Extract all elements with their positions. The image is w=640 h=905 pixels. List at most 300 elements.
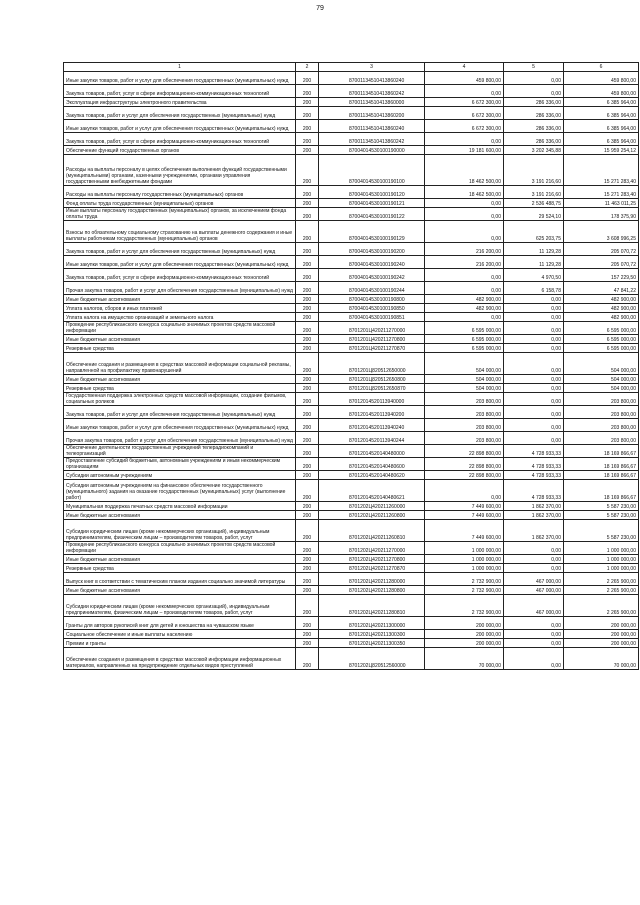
table-row [64, 480, 639, 502]
row-plan: 7 449 600,00 [425, 511, 504, 520]
table-row [64, 208, 639, 221]
row-total: 6 385 964,00 [564, 133, 639, 146]
table-row [64, 573, 639, 586]
row-grbs: 200 [296, 353, 319, 375]
row-grbs: 200 [296, 133, 319, 146]
table-row [64, 384, 639, 393]
row-grbs: 200 [296, 639, 319, 648]
row-grbs: 200 [296, 573, 319, 586]
row-total: 205 070,72 [564, 243, 639, 256]
row-name: Субсидии автономным учреждениям [64, 471, 296, 480]
row-grbs: 200 [296, 72, 319, 85]
row-name: Иные закупки товаров, работ и услуг для обеспечения государственных (муниципальных) нужд [64, 256, 296, 269]
row-code: 8701201Ц820512650870 [319, 384, 425, 393]
row-change: 0,00 [504, 384, 564, 393]
table-row [64, 393, 639, 406]
row-total: 504 000,00 [564, 375, 639, 384]
table-row [64, 639, 639, 648]
table-row [64, 502, 639, 511]
row-name: Обеспечение создания и размещения в средствах массовой информации информационных материалов, направленных на предупреждение отдельных видов преступлений [64, 648, 296, 670]
row-plan: 6 595 000,00 [425, 335, 504, 344]
row-grbs: 200 [296, 199, 319, 208]
header-cell-1: 1 [64, 63, 296, 72]
row-change: 0,00 [504, 295, 564, 304]
row-code: 87012014520140480620 [319, 471, 425, 480]
row-plan: 203 800,00 [425, 406, 504, 419]
row-grbs: 200 [296, 98, 319, 107]
header-cell-6: 6 [564, 63, 639, 72]
row-code: 8701202Ц420211260000 [319, 502, 425, 511]
row-code: 8701201Ц820512650000 [319, 353, 425, 375]
row-plan: 482 900,00 [425, 295, 504, 304]
table-row [64, 221, 639, 243]
row-name: Закупка товаров, работ, услуг в сфере информационно-коммуникационных технологий [64, 133, 296, 146]
row-plan: 6 672 300,00 [425, 98, 504, 107]
row-change: 0,00 [504, 564, 564, 573]
row-grbs: 200 [296, 406, 319, 419]
row-grbs: 200 [296, 221, 319, 243]
row-change: 11 129,28 [504, 243, 564, 256]
row-change: 2 536 488,75 [504, 199, 564, 208]
row-total: 482 900,00 [564, 295, 639, 304]
row-name: Премии и гранты [64, 639, 296, 648]
row-name: Эксплуатация инфраструктуры электронного правительства [64, 98, 296, 107]
row-change: 0,00 [504, 353, 564, 375]
row-code: 87001134510413860242 [319, 85, 425, 98]
row-plan: 504 000,00 [425, 375, 504, 384]
row-total: 203 800,00 [564, 406, 639, 419]
row-plan: 482 900,00 [425, 304, 504, 313]
table-row [64, 406, 639, 419]
row-code: 87012014520113940000 [319, 393, 425, 406]
table-row [64, 85, 639, 98]
row-plan: 0,00 [425, 199, 504, 208]
row-plan: 0,00 [425, 282, 504, 295]
row-total: 178 375,90 [564, 208, 639, 221]
row-name: Прочая закупка товаров, работ и услуг для обеспечения государственных (муниципальных) нужд [64, 432, 296, 445]
row-code: 87004014530100190242 [319, 269, 425, 282]
row-code: 8701202Ц420211270000 [319, 542, 425, 555]
row-name: Уплата налогов, сборов и иных платежей [64, 304, 296, 313]
row-total: 70 000,00 [564, 648, 639, 670]
row-code: 8701202Ц420211280000 [319, 573, 425, 586]
row-grbs: 200 [296, 155, 319, 186]
row-plan: 70 000,00 [425, 648, 504, 670]
row-plan: 504 000,00 [425, 384, 504, 393]
row-code: 87012014520140480621 [319, 480, 425, 502]
row-name: Субсидии юридическим лицам (кроме некоммерческих организаций), индивидуальным предпринимателям, физическим лицам – производителям товаров, работ, услуг [64, 520, 296, 542]
row-code: 8701201Ц420211270800 [319, 335, 425, 344]
row-total: 482 900,00 [564, 304, 639, 313]
row-total: 3 608 996,25 [564, 221, 639, 243]
row-name: Обеспечение функций государственных органов [64, 146, 296, 155]
row-name: Уплата налога на имущество организаций и земельного налога [64, 313, 296, 322]
row-plan: 18 462 500,00 [425, 155, 504, 186]
row-code: 87012014520140480000 [319, 445, 425, 458]
row-grbs: 200 [296, 458, 319, 471]
row-change: 3 202 345,88 [504, 146, 564, 155]
row-change: 4 970,50 [504, 269, 564, 282]
row-total: 1 000 000,00 [564, 564, 639, 573]
row-name: Закупка товаров, работ, услуг в сфере информационно-коммуникационных технологий [64, 85, 296, 98]
row-plan: 19 181 600,00 [425, 146, 504, 155]
row-name: Гранты для авторов рукописей книг для детей и юношества на чувашском языке [64, 617, 296, 630]
row-plan: 200 000,00 [425, 639, 504, 648]
table-row [64, 98, 639, 107]
row-name: Иные бюджетные ассигнования [64, 511, 296, 520]
row-plan: 0,00 [425, 269, 504, 282]
row-code: 87001134510413860000 [319, 98, 425, 107]
row-change: 1 862 370,00 [504, 520, 564, 542]
row-code: 8701201Ц420211270870 [319, 344, 425, 353]
table-row [64, 146, 639, 155]
table-row [64, 313, 639, 322]
row-change: 0,00 [504, 322, 564, 335]
table-row [64, 120, 639, 133]
row-total: 18 169 866,67 [564, 471, 639, 480]
row-total: 205 070,72 [564, 256, 639, 269]
row-change: 0,00 [504, 648, 564, 670]
row-change: 4 728 933,33 [504, 471, 564, 480]
row-total: 5 587 230,00 [564, 520, 639, 542]
table-row [64, 375, 639, 384]
row-grbs: 200 [296, 295, 319, 304]
row-change: 4 728 933,33 [504, 458, 564, 471]
row-name: Закупка товаров, работ и услуг для обеспечения государственных (муниципальных) нужд [64, 107, 296, 120]
row-code: 8701201Ц820512650800 [319, 375, 425, 384]
table-header-row [64, 63, 639, 72]
table-row [64, 335, 639, 344]
row-total: 18 169 866,67 [564, 458, 639, 471]
row-total: 15 271 283,40 [564, 186, 639, 199]
row-total: 1 000 000,00 [564, 555, 639, 564]
row-code: 8701202Ц420211270800 [319, 555, 425, 564]
table-row [64, 511, 639, 520]
row-plan: 1 000 000,00 [425, 542, 504, 555]
row-code: 8701202Ц420211300350 [319, 639, 425, 648]
row-code: 8701202Ц420211300300 [319, 630, 425, 639]
row-code: 87012014520113940200 [319, 406, 425, 419]
row-name: Иные бюджетные ассигнования [64, 335, 296, 344]
row-change: 11 129,28 [504, 256, 564, 269]
row-change: 625 203,75 [504, 221, 564, 243]
row-name: Субсидии автономным учреждениям на финансовое обеспечение государственного (муниципального) задания на оказание государственных (муниципальных) услуг (выполнение работ) [64, 480, 296, 502]
row-name: Резервные средства [64, 564, 296, 573]
row-code: 87004014530100190200 [319, 243, 425, 256]
row-plan: 2 732 900,00 [425, 586, 504, 595]
row-grbs: 200 [296, 502, 319, 511]
table-row [64, 186, 639, 199]
row-plan: 22 898 800,00 [425, 445, 504, 458]
row-change: 4 728 933,33 [504, 480, 564, 502]
row-plan: 216 200,00 [425, 256, 504, 269]
row-total: 504 000,00 [564, 353, 639, 375]
row-code: 8701202Ц420211300000 [319, 617, 425, 630]
row-name: Иные закупки товаров, работ и услуг для обеспечения государственных (муниципальных) нужд [64, 120, 296, 133]
row-plan: 0,00 [425, 85, 504, 98]
row-total: 18 169 866,67 [564, 480, 639, 502]
table-row [64, 344, 639, 353]
table-row [64, 471, 639, 480]
row-name: Иные бюджетные ассигнования [64, 375, 296, 384]
table-row [64, 617, 639, 630]
table-row [64, 295, 639, 304]
row-change: 0,00 [504, 304, 564, 313]
row-grbs: 200 [296, 344, 319, 353]
table-row [64, 304, 639, 313]
row-code: 87001134510413860240 [319, 72, 425, 85]
row-grbs: 200 [296, 322, 319, 335]
row-change: 0,00 [504, 344, 564, 353]
row-total: 459 800,00 [564, 72, 639, 85]
row-name: Проведение республиканского конкурса социально значимых проектов средств массовой информации [64, 322, 296, 335]
row-grbs: 200 [296, 120, 319, 133]
row-code: 87004014530100190129 [319, 221, 425, 243]
table-row [64, 432, 639, 445]
row-plan: 18 462 500,00 [425, 186, 504, 199]
row-code: 87004014530100190240 [319, 256, 425, 269]
row-plan: 6 672 300,00 [425, 107, 504, 120]
table-row [64, 520, 639, 542]
row-name: Обеспечение создания и размещения в средствах массовой информации социальной рекламы, направленной на профилактику правонарушений [64, 353, 296, 375]
table-row [64, 586, 639, 595]
row-total: 482 900,00 [564, 313, 639, 322]
row-total: 18 169 866,67 [564, 445, 639, 458]
row-total: 11 463 011,25 [564, 199, 639, 208]
table-row [64, 419, 639, 432]
row-total: 504 000,00 [564, 384, 639, 393]
row-code: 87004014530100190800 [319, 295, 425, 304]
row-change: 29 524,10 [504, 208, 564, 221]
row-code: 8701202Ц420211260810 [319, 520, 425, 542]
row-grbs: 200 [296, 208, 319, 221]
table-row [64, 155, 639, 186]
row-total: 200 000,00 [564, 639, 639, 648]
row-change: 3 191 216,60 [504, 186, 564, 199]
row-name: Проведение республиканского конкурса социально значимых проектов средств массовой информации [64, 542, 296, 555]
row-name: Закупка товаров, работ и услуг для обеспечения государственных (муниципальных) нужд [64, 406, 296, 419]
row-total: 200 000,00 [564, 630, 639, 639]
row-name: Муниципальная поддержка печатных средств массовой информации [64, 502, 296, 511]
table-row [64, 458, 639, 471]
row-name: Иные бюджетные ассигнования [64, 555, 296, 564]
row-name: Иные закупки товаров, работ и услуг для обеспечения государственных (муниципальных) нужд [64, 72, 296, 85]
row-name: Закупка товаров, работ и услуг для обеспечения государственных (муниципальных) нужд [64, 243, 296, 256]
table-row [64, 72, 639, 85]
row-change: 0,00 [504, 393, 564, 406]
header-cell-3: 3 [319, 63, 425, 72]
row-total: 203 800,00 [564, 419, 639, 432]
table-row [64, 542, 639, 555]
row-total: 2 265 900,00 [564, 595, 639, 617]
row-grbs: 200 [296, 269, 319, 282]
row-grbs: 200 [296, 304, 319, 313]
row-change: 286 336,00 [504, 133, 564, 146]
row-change: 4 728 933,33 [504, 445, 564, 458]
row-code: 87012014520140480600 [319, 458, 425, 471]
row-name: Обеспечение деятельности государственных учреждений телерадиокомпаний и телеорганизаций [64, 445, 296, 458]
row-total: 6 385 964,00 [564, 98, 639, 107]
row-plan: 0,00 [425, 313, 504, 322]
row-grbs: 200 [296, 186, 319, 199]
row-code: 87012014520113940244 [319, 432, 425, 445]
row-change: 0,00 [504, 639, 564, 648]
row-total: 203 800,00 [564, 432, 639, 445]
row-change: 0,00 [504, 432, 564, 445]
row-plan: 200 000,00 [425, 630, 504, 639]
header-cell-5: 5 [504, 63, 564, 72]
table-row [64, 555, 639, 564]
row-grbs: 200 [296, 313, 319, 322]
row-change: 0,00 [504, 419, 564, 432]
row-grbs: 200 [296, 586, 319, 595]
row-name: Иные бюджетные ассигнования [64, 586, 296, 595]
row-grbs: 200 [296, 107, 319, 120]
row-change: 0,00 [504, 72, 564, 85]
row-plan: 1 000 000,00 [425, 564, 504, 573]
row-total: 15 271 283,40 [564, 155, 639, 186]
row-name: Фонд оплаты труда государственных (муниципальных) органов [64, 199, 296, 208]
row-plan: 0,00 [425, 208, 504, 221]
row-plan: 6 595 000,00 [425, 322, 504, 335]
row-name: Расходы на выплаты персоналу государственных (муниципальных) органов [64, 186, 296, 199]
table-row [64, 595, 639, 617]
row-grbs: 200 [296, 243, 319, 256]
row-plan: 2 732 900,00 [425, 595, 504, 617]
row-grbs: 200 [296, 480, 319, 502]
row-name: Предоставление субсидий бюджетным, автономным учреждениям и иным некоммерческим организациям [64, 458, 296, 471]
row-grbs: 200 [296, 282, 319, 295]
row-grbs: 200 [296, 542, 319, 555]
budget-table [63, 62, 639, 670]
table-row [64, 243, 639, 256]
header-cell-2: 2 [296, 63, 319, 72]
row-plan: 200 000,00 [425, 617, 504, 630]
row-code: 87004014530100190121 [319, 199, 425, 208]
row-code: 87004014530100190850 [319, 304, 425, 313]
row-grbs: 200 [296, 471, 319, 480]
row-total: 1 000 000,00 [564, 542, 639, 555]
row-change: 0,00 [504, 555, 564, 564]
row-change: 286 336,00 [504, 107, 564, 120]
row-name: Резервные средства [64, 384, 296, 393]
row-change: 0,00 [504, 630, 564, 639]
row-change: 0,00 [504, 335, 564, 344]
page-number: 79 [316, 5, 324, 12]
row-name: Иные бюджетные ассигнования [64, 295, 296, 304]
row-name: Иные закупки товаров, работ и услуг для обеспечения государственных (муниципальных) нужд [64, 419, 296, 432]
row-total: 5 587 230,00 [564, 511, 639, 520]
row-name: Резервные средства [64, 344, 296, 353]
row-name: Государственная поддержка электронных средств массовой информации, создание фильмов, социальных роликов [64, 393, 296, 406]
row-plan: 216 200,00 [425, 243, 504, 256]
row-grbs: 200 [296, 511, 319, 520]
row-name: Выпуск книг в соответствии с тематическим планом издания социально значимой литературы [64, 573, 296, 586]
row-total: 6 595 000,00 [564, 344, 639, 353]
row-code: 87012014520113940240 [319, 419, 425, 432]
row-total: 6 385 964,00 [564, 107, 639, 120]
row-change: 3 191 216,60 [504, 155, 564, 186]
row-total: 6 595 000,00 [564, 322, 639, 335]
table-row [64, 107, 639, 120]
row-plan: 504 000,00 [425, 353, 504, 375]
row-code: 8701202Ц820512560000 [319, 648, 425, 670]
row-total: 2 265 900,00 [564, 573, 639, 586]
row-grbs: 200 [296, 85, 319, 98]
row-grbs: 200 [296, 648, 319, 670]
row-name: Взносы по обязательному социальному страхованию на выплаты денежного содержания и иные выплаты работникам государственных (муниципальных) органов [64, 221, 296, 243]
row-total: 47 841,22 [564, 282, 639, 295]
row-name: Прочая закупка товаров, работ и услуг для обеспечения государственных (муниципальных) нужд [64, 282, 296, 295]
row-name: Расходы на выплаты персоналу в целях обеспечения выполнения функций государственными (муниципальными) органами, казенными учреждениями, органами управления государственными внебюджетными фондами [64, 155, 296, 186]
header-cell-4: 4 [425, 63, 504, 72]
row-code: 87001134510413860242 [319, 133, 425, 146]
row-code: 87004014530100190000 [319, 146, 425, 155]
table-row [64, 199, 639, 208]
row-grbs: 200 [296, 375, 319, 384]
row-name: Иные выплаты персоналу государственных (муниципальных) органов, за исключением фонда оплаты труда [64, 208, 296, 221]
row-code: 87004014530100190244 [319, 282, 425, 295]
row-total: 2 265 900,00 [564, 586, 639, 595]
row-plan: 7 449 600,00 [425, 502, 504, 511]
row-change: 0,00 [504, 406, 564, 419]
row-code: 8701202Ц420211280810 [319, 595, 425, 617]
table-row [64, 256, 639, 269]
table-row [64, 445, 639, 458]
row-total: 200 000,00 [564, 617, 639, 630]
row-grbs: 200 [296, 555, 319, 564]
table-row [64, 322, 639, 335]
row-total: 6 595 000,00 [564, 335, 639, 344]
row-total: 15 959 254,12 [564, 146, 639, 155]
row-grbs: 200 [296, 445, 319, 458]
table-row [64, 269, 639, 282]
table-row [64, 564, 639, 573]
row-plan: 6 672 300,00 [425, 120, 504, 133]
row-change: 0,00 [504, 313, 564, 322]
row-total: 5 587 230,00 [564, 502, 639, 511]
row-grbs: 200 [296, 393, 319, 406]
row-code: 87004014530100190851 [319, 313, 425, 322]
row-grbs: 200 [296, 564, 319, 573]
row-code: 87004014530100190120 [319, 186, 425, 199]
row-change: 0,00 [504, 85, 564, 98]
row-plan: 22 898 800,00 [425, 458, 504, 471]
row-code: 87001134510413860240 [319, 120, 425, 133]
row-total: 459 800,00 [564, 85, 639, 98]
row-grbs: 200 [296, 335, 319, 344]
row-grbs: 200 [296, 520, 319, 542]
row-change: 467 000,00 [504, 595, 564, 617]
row-change: 467 000,00 [504, 586, 564, 595]
row-plan: 0,00 [425, 221, 504, 243]
row-change: 0,00 [504, 617, 564, 630]
row-grbs: 200 [296, 256, 319, 269]
row-code: 87004014530100190100 [319, 155, 425, 186]
row-code: 8701202Ц420211260800 [319, 511, 425, 520]
table-row [64, 353, 639, 375]
row-change: 0,00 [504, 542, 564, 555]
row-plan: 203 800,00 [425, 432, 504, 445]
row-plan: 203 800,00 [425, 393, 504, 406]
row-grbs: 200 [296, 617, 319, 630]
row-change: 467 000,00 [504, 573, 564, 586]
row-total: 6 385 964,00 [564, 120, 639, 133]
row-name: Закупка товаров, работ, услуг в сфере информационно-коммуникационных технологий [64, 269, 296, 282]
row-code: 87004014530100190122 [319, 208, 425, 221]
row-grbs: 200 [296, 419, 319, 432]
row-code: 87001134510413860200 [319, 107, 425, 120]
